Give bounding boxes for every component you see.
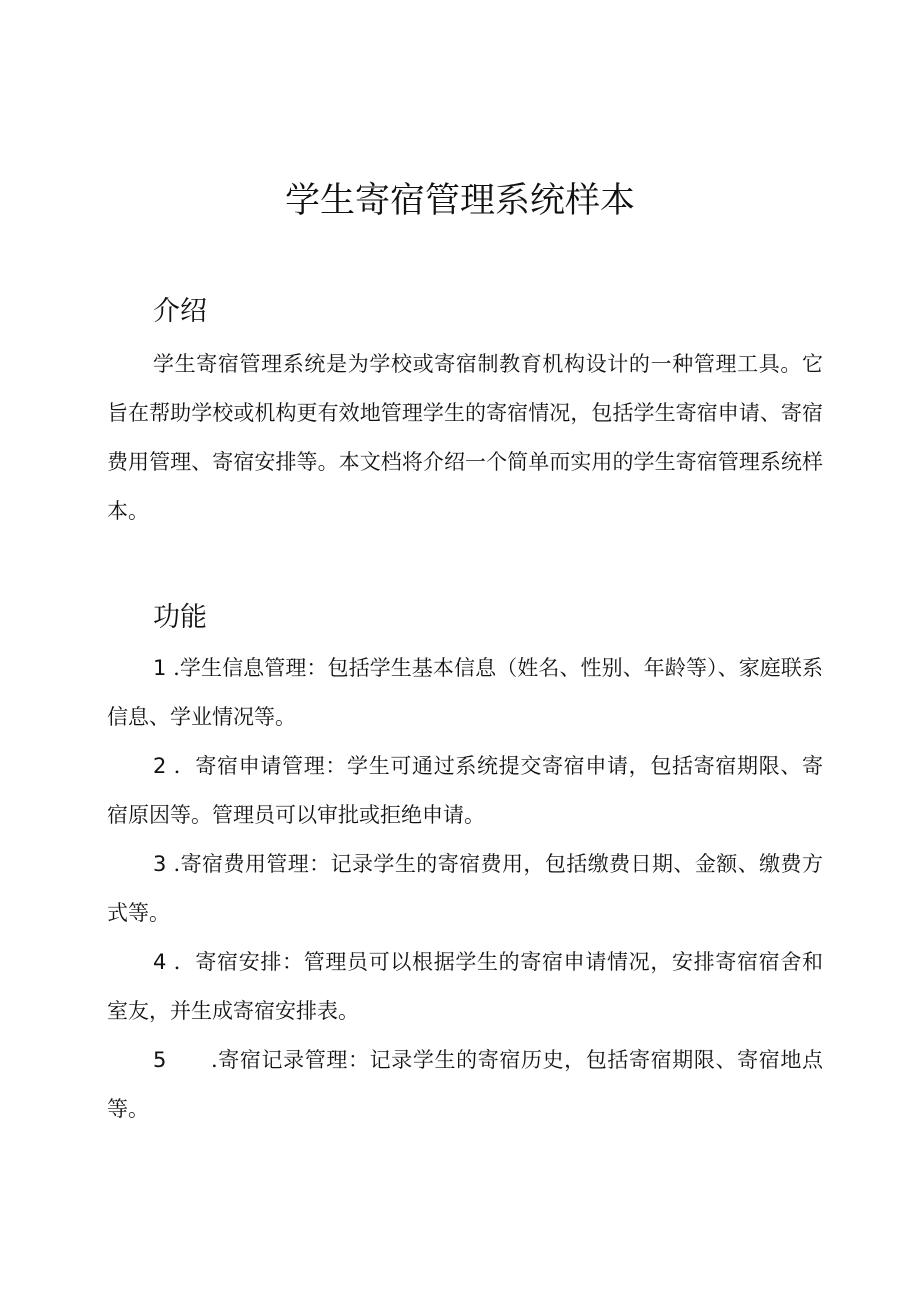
feature-item-3: [107, 840, 823, 938]
feature-item-text: ．寄宿申请管理：学生可通过系统提交寄宿申请，包括寄宿期限、寄宿原因等。管理员可以审批或拒绝申请。: [107, 754, 823, 827]
feature-item-number: 1: [153, 656, 167, 680]
feature-item-number: 3: [153, 852, 167, 876]
feature-item-text: ．寄宿安排：管理员可以根据学生的寄宿申请情况，安排寄宿宿舍和室友，并生成寄宿安排表。: [107, 950, 823, 1023]
feature-item-number: 5: [153, 1048, 167, 1072]
intro-paragraph: 学生寄宿管理系统是为学校或寄宿制教育机构设计的一种管理工具。它旨在帮助学校或机构更有效地管理学生的寄宿情况，包括学生寄宿申请、寄宿费用管理、寄宿安排等。本文档将介绍一个简单而实用的学生寄宿管理系统样本。: [107, 352, 823, 523]
feature-item-5: [107, 1036, 823, 1134]
page-title: 学生寄宿管理系统样本: [284, 181, 635, 221]
feature-item-text: .寄宿记录管理：记录学生的寄宿历史，包括寄宿期限、寄宿地点等。: [107, 1048, 823, 1121]
intro-heading: 介绍: [153, 296, 207, 327]
feature-item-text: .寄宿费用管理：记录学生的寄宿费用，包括缴费日期、金额、缴费方式等。: [107, 852, 823, 925]
features-heading: 功能: [153, 602, 207, 633]
feature-item-2: [107, 742, 823, 840]
feature-item-1: [107, 644, 823, 742]
feature-item-number: 4: [153, 950, 167, 974]
feature-item-4: [107, 938, 823, 1036]
feature-item-number: 2: [153, 754, 167, 778]
feature-item-text: .学生信息管理：包括学生基本信息（姓名、性别、年龄等）、家庭联系信息、学业情况等。: [107, 656, 823, 729]
